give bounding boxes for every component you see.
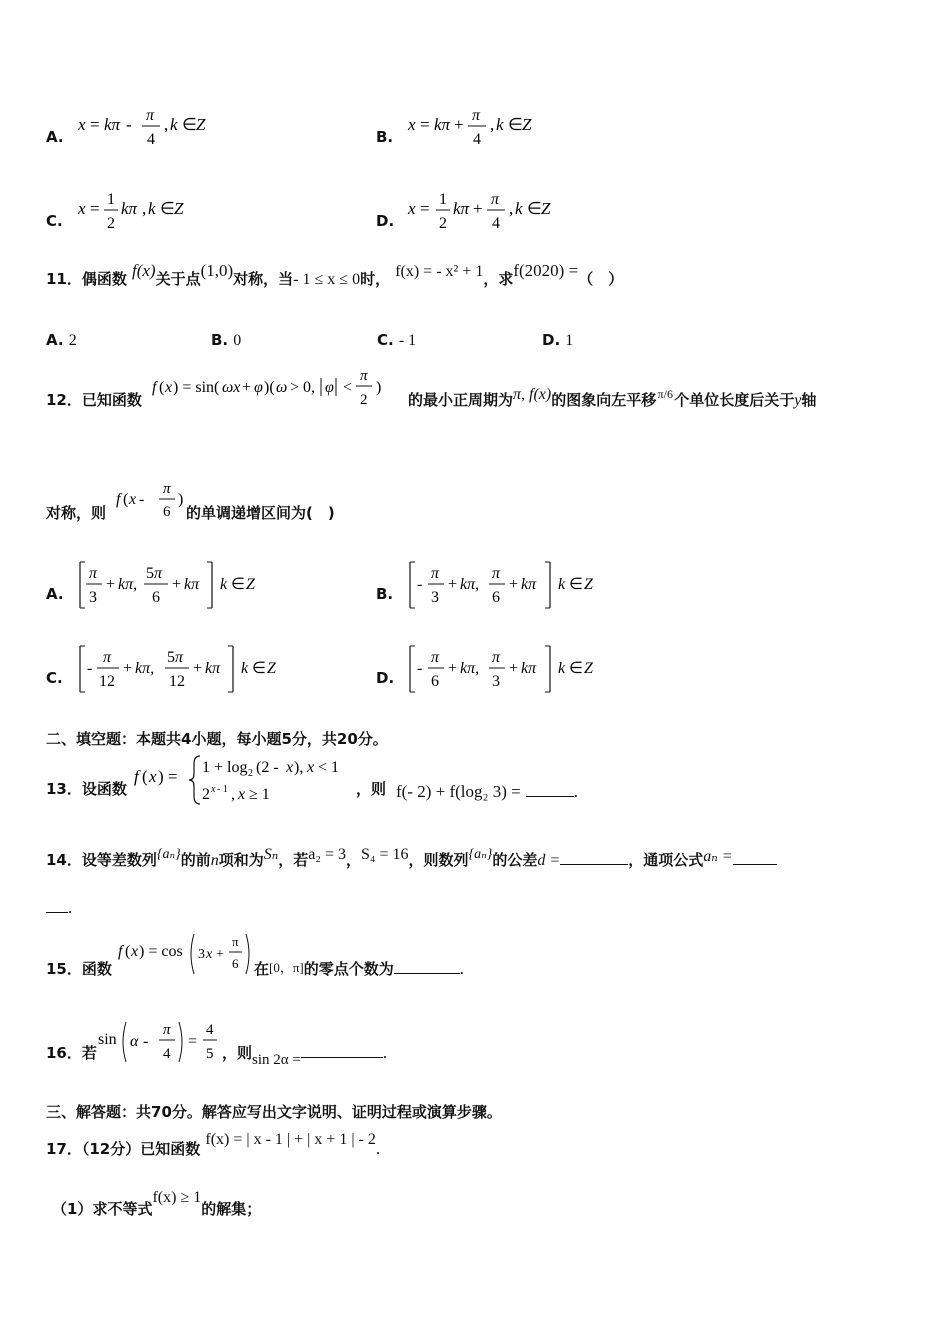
- q11-option-a-value: 2: [68, 332, 77, 349]
- q12-shift: π/6: [657, 387, 673, 401]
- svg-text:): ): [376, 379, 382, 396]
- q17-stem: [46, 1131, 381, 1159]
- svg-text:x: x: [78, 199, 86, 218]
- svg-text:),: ),: [294, 759, 304, 776]
- q14-stem: [46, 846, 777, 870]
- svg-text:+: +: [448, 576, 458, 593]
- q12-number: 12．: [46, 391, 82, 409]
- svg-text:12: 12: [99, 673, 115, 690]
- svg-text:∈: ∈: [527, 199, 542, 218]
- q12-line2-expr: [114, 476, 194, 526]
- q11-option-d-label: D.: [542, 331, 561, 349]
- svg-text:kπ,: kπ,: [460, 660, 480, 677]
- svg-text:6: 6: [431, 673, 439, 690]
- q11-option-d-value: 1: [565, 332, 574, 349]
- q15-interval: [0，π]: [269, 960, 304, 975]
- q15-rest: [254, 958, 464, 979]
- svg-text:Z: Z: [541, 199, 551, 218]
- q15-definition-expr: [116, 930, 256, 980]
- q14-line2: [46, 898, 72, 918]
- q11-option-c-label: C.: [377, 331, 394, 349]
- svg-text:5: 5: [146, 565, 154, 582]
- svg-text:f: f: [116, 491, 121, 508]
- q12-text-4: 个单位长度后关于: [674, 391, 795, 409]
- svg-text:)(: )(: [264, 379, 275, 396]
- q11-definition: f(x) = - x² + 1: [395, 263, 484, 280]
- svg-text:x: x: [408, 199, 416, 218]
- svg-text:4: 4: [473, 131, 481, 148]
- q11-text-1: 偶函数: [81, 270, 127, 288]
- svg-text:f: f: [134, 767, 139, 786]
- q14-d: d =: [537, 852, 561, 869]
- svg-text:π: π: [492, 649, 501, 666]
- svg-text:∈: ∈: [569, 660, 583, 677]
- svg-text:=: =: [90, 199, 100, 218]
- svg-text:Z: Z: [522, 115, 532, 134]
- q11-option-b-value: 0: [233, 332, 242, 349]
- svg-text:+: +: [193, 660, 203, 677]
- q15-end: .: [459, 959, 465, 978]
- q14-number: 14．: [46, 851, 82, 869]
- q12-option-c-expr: [76, 642, 296, 696]
- svg-text:ωx: ωx: [222, 379, 241, 396]
- svg-text:Z: Z: [584, 660, 593, 677]
- svg-text:+: +: [473, 199, 483, 218]
- svg-text:kπ: kπ: [521, 660, 537, 677]
- svg-text:=: =: [90, 115, 100, 134]
- section-3-heading: 三、解答题：共70分。解答应写出文字说明、证明过程或演算步骤。: [46, 1103, 502, 1121]
- q11-option-d: [542, 330, 573, 350]
- q13-end: .: [573, 782, 579, 801]
- svg-text:1 + log: 1 + log: [202, 759, 248, 776]
- q15-number: 15．: [46, 960, 82, 978]
- q11-option-a: [46, 330, 77, 350]
- svg-text:12: 12: [169, 673, 185, 690]
- svg-text:6: 6: [492, 589, 500, 606]
- q17-part1-text: 求不等式: [92, 1200, 153, 1218]
- svg-text:5: 5: [167, 649, 175, 666]
- svg-text:kπ,: kπ,: [118, 576, 138, 593]
- q10-option-d-expr: [406, 184, 576, 236]
- svg-text:,: ,: [490, 115, 495, 134]
- q11-option-c: [377, 330, 416, 350]
- svg-text:+: +: [216, 947, 224, 962]
- svg-text:1: 1: [439, 191, 447, 208]
- svg-text:kπ,: kπ,: [460, 576, 480, 593]
- svg-text:π: π: [472, 107, 481, 124]
- svg-text:,: ,: [164, 115, 169, 134]
- svg-text:) = sin(: ) = sin(: [173, 379, 220, 396]
- svg-text:-: -: [126, 115, 132, 134]
- svg-text:4: 4: [206, 1022, 214, 1038]
- svg-text:x: x: [286, 759, 294, 776]
- q11-point: (1,0): [200, 261, 234, 280]
- svg-text:2: 2: [107, 215, 115, 232]
- q13-piecewise-expr: [132, 752, 362, 808]
- svg-text:π: π: [175, 649, 184, 666]
- q17-part1-label: （1）: [52, 1200, 93, 1218]
- svg-text:+: +: [123, 660, 133, 677]
- svg-text:π: π: [154, 565, 163, 582]
- svg-text:π: π: [146, 107, 155, 124]
- svg-text:3: 3: [431, 589, 439, 606]
- svg-text:f: f: [152, 379, 157, 396]
- q14-text-3: 项和为: [218, 851, 264, 869]
- svg-text:∈: ∈: [160, 199, 175, 218]
- svg-text:<: <: [343, 379, 353, 396]
- q16-end: .: [382, 1043, 388, 1062]
- svg-text:4: 4: [147, 131, 155, 148]
- svg-text:< 1: < 1: [318, 759, 340, 776]
- svg-text:α: α: [130, 1033, 139, 1050]
- q11-text-3: 对称，当: [233, 270, 294, 288]
- svg-text:1: 1: [107, 191, 115, 208]
- q12-option-d-label: D.: [376, 669, 395, 687]
- svg-text:kπ: kπ: [205, 660, 221, 677]
- svg-text:6: 6: [163, 504, 171, 520]
- svg-text:x: x: [307, 759, 315, 776]
- q14-an: aₙ =: [703, 848, 733, 865]
- svg-text:3: 3: [492, 673, 500, 690]
- svg-text:ω: ω: [276, 379, 288, 396]
- svg-text:+: +: [242, 379, 252, 396]
- q16-text-2: ，则: [222, 1044, 253, 1062]
- svg-text:6: 6: [232, 956, 239, 971]
- svg-text:kπ: kπ: [521, 576, 537, 593]
- q13-text-2: ，则: [356, 780, 387, 798]
- q12-definition-expr: [150, 364, 412, 414]
- svg-text:-: -: [417, 660, 423, 677]
- q10-option-b-label: B.: [376, 128, 394, 146]
- svg-text:k: k: [558, 576, 566, 593]
- q14-n: n: [210, 852, 219, 869]
- svg-text:Z: Z: [584, 576, 593, 593]
- q11-text-5: ，求: [483, 270, 514, 288]
- svg-text:(: (: [159, 379, 165, 396]
- q17-end: .: [375, 1139, 381, 1158]
- q12-line2-text-2: 的单调递增区间为( ): [186, 504, 335, 522]
- svg-text:k: k: [148, 199, 156, 218]
- q13-number: 13．: [46, 780, 82, 798]
- svg-text:π: π: [163, 481, 171, 497]
- svg-text:∈: ∈: [182, 115, 197, 134]
- q15-text-3: 的零点个数为: [303, 960, 394, 978]
- q17-score: （12分）: [81, 1140, 141, 1158]
- q14-text-7: ，通项公式: [628, 851, 704, 869]
- q11-option-c-value: - 1: [398, 332, 417, 349]
- svg-text:π: π: [431, 565, 440, 582]
- svg-text:-: -: [143, 1033, 149, 1050]
- svg-text:(: (: [123, 491, 129, 508]
- svg-text:=: =: [420, 199, 430, 218]
- svg-text:4: 4: [492, 215, 500, 232]
- q14-text-4: ，若: [278, 851, 309, 869]
- q17-number: 17．: [46, 1140, 82, 1158]
- svg-text:k: k: [515, 199, 523, 218]
- svg-text:kπ: kπ: [121, 199, 138, 218]
- q12-line2-text-1: 对称，则: [46, 504, 107, 522]
- q14-answer-blank-an-cont[interactable]: [46, 898, 68, 913]
- q12-option-b-expr: [406, 558, 616, 612]
- q16-text-1: 若: [81, 1044, 97, 1062]
- svg-text:φ: φ: [325, 379, 334, 396]
- svg-text:+: +: [509, 576, 519, 593]
- q12-axis: y: [794, 392, 802, 409]
- q16-ask: sin 2α =: [252, 1052, 301, 1068]
- q14-text-2: 的前: [180, 851, 211, 869]
- svg-text:π: π: [163, 1022, 171, 1038]
- q11-number: 11．: [46, 270, 82, 288]
- q10-option-a-expr: [76, 100, 236, 152]
- svg-text:(2 -: (2 -: [256, 759, 279, 776]
- svg-text:≥ 1: ≥ 1: [249, 786, 270, 803]
- svg-text:x: x: [165, 379, 173, 396]
- q11-paren: （ ）: [578, 270, 624, 288]
- svg-text:+: +: [172, 576, 182, 593]
- svg-text:k: k: [241, 660, 249, 677]
- svg-text:π: π: [103, 649, 112, 666]
- svg-text:kπ: kπ: [434, 115, 451, 134]
- svg-text:5: 5: [206, 1046, 214, 1062]
- q16-number: 16．: [46, 1044, 82, 1062]
- q14-answer-blank-d[interactable]: [560, 850, 628, 865]
- q17-part1-end: 的解集；: [201, 1200, 262, 1218]
- svg-text:- 1: - 1: [217, 784, 228, 795]
- q13-answer-blank[interactable]: [526, 782, 574, 797]
- svg-text:,: ,: [509, 199, 514, 218]
- section-2-heading: 二、填空题：本题共4小题，每小题5分，共20分。: [46, 730, 388, 748]
- svg-text:x: x: [211, 784, 216, 795]
- q15-answer-blank[interactable]: [394, 959, 460, 974]
- svg-text:∈: ∈: [569, 576, 583, 593]
- svg-text:π: π: [491, 191, 500, 208]
- svg-text:2: 2: [248, 768, 253, 779]
- svg-text:k: k: [496, 115, 504, 134]
- svg-text:3: 3: [89, 589, 97, 606]
- q13-prefix: [46, 778, 127, 799]
- svg-text:4: 4: [163, 1046, 171, 1062]
- svg-text:) =: ) =: [158, 767, 178, 786]
- svg-text:,: ,: [231, 786, 235, 803]
- svg-text:6: 6: [152, 589, 160, 606]
- svg-text:+: +: [106, 576, 116, 593]
- q14-sep: ，: [346, 851, 362, 869]
- svg-text:2: 2: [202, 786, 210, 803]
- q17-definition: f(x) = | x - 1 | + | x + 1 | - 2: [205, 1131, 376, 1148]
- svg-text:x: x: [129, 491, 137, 508]
- q11-option-a-label: A.: [46, 331, 64, 349]
- q14-text-5: ，则数列: [408, 851, 469, 869]
- svg-text:π: π: [89, 565, 98, 582]
- svg-text:x: x: [131, 943, 139, 960]
- svg-text:+: +: [509, 660, 519, 677]
- q15-prefix: [46, 958, 112, 979]
- q17-part1-expr: f(x) ≥ 1: [152, 1189, 202, 1206]
- q11-option-b-label: B.: [211, 331, 229, 349]
- q12-text-1: 已知函数: [81, 391, 142, 409]
- svg-text:x: x: [149, 767, 157, 786]
- q12-option-b-label: B.: [376, 585, 394, 603]
- svg-text:f: f: [118, 943, 123, 960]
- q12-option-a-expr: [76, 558, 276, 612]
- svg-text:sin: sin: [98, 1031, 117, 1048]
- svg-text:x: x: [78, 115, 86, 134]
- q12-period: π, f(x): [513, 386, 552, 403]
- q10-option-d-label: D.: [376, 212, 395, 230]
- q16-rest: [222, 1042, 388, 1068]
- svg-text:> 0,: > 0,: [290, 379, 316, 396]
- q11-text-2: 关于点: [155, 270, 201, 288]
- svg-text:=: =: [188, 1033, 198, 1050]
- svg-text:+: +: [454, 115, 464, 134]
- svg-text:3: 3: [198, 947, 205, 962]
- q14-Sn: Sₙ: [263, 846, 279, 863]
- q12-option-d-expr: [406, 642, 616, 696]
- svg-text:kπ,: kπ,: [135, 660, 155, 677]
- q15-text-2: 在: [254, 960, 270, 978]
- svg-text:x: x: [408, 115, 416, 134]
- svg-text:∈: ∈: [231, 576, 245, 593]
- svg-text:π: π: [492, 565, 501, 582]
- svg-text:kπ: kπ: [184, 576, 200, 593]
- q13-ask: f(- 2) + f(log₂ 3) =: [396, 782, 521, 801]
- q12-text-3: 的图象向左平移: [551, 391, 657, 409]
- svg-text:(: (: [125, 943, 131, 960]
- q10-option-c-expr: [76, 184, 216, 236]
- svg-text:∈: ∈: [508, 115, 523, 134]
- svg-text:π: π: [232, 934, 239, 949]
- q16-answer-blank[interactable]: [301, 1043, 383, 1058]
- q16-condition-expr: [96, 1014, 226, 1066]
- q13-ask-wrap: [396, 782, 578, 802]
- q16-prefix: [46, 1042, 97, 1063]
- svg-text:π: π: [360, 368, 368, 384]
- q12-prefix: [46, 389, 142, 410]
- q12-text-5: 轴: [801, 391, 817, 409]
- q17-part1: [52, 1189, 262, 1219]
- svg-text:) = cos: ) = cos: [139, 943, 183, 960]
- svg-text:Z: Z: [174, 199, 184, 218]
- svg-text:kπ: kπ: [453, 199, 470, 218]
- svg-text:): ): [178, 491, 184, 508]
- q13-text-1: 设函数: [81, 780, 127, 798]
- q14-seq: {aₙ}: [156, 847, 181, 862]
- q10-option-b-expr: [406, 100, 566, 152]
- q12-option-c-label: C.: [46, 669, 63, 687]
- svg-text:∈: ∈: [252, 660, 266, 677]
- svg-text:Z: Z: [246, 576, 255, 593]
- svg-text:=: =: [420, 115, 430, 134]
- q11-text-4: 时，: [360, 270, 391, 288]
- q17-text-1: 已知函数: [140, 1140, 201, 1158]
- svg-text:k: k: [220, 576, 228, 593]
- q11-condition: - 1 ≤ x ≤ 0: [293, 271, 361, 288]
- q14-seq-2: {aₙ}: [468, 847, 493, 862]
- q12-text-2: 的最小正周期为: [408, 391, 514, 409]
- svg-text:+: +: [448, 660, 458, 677]
- svg-text:x: x: [206, 947, 213, 962]
- q11-option-b: [211, 330, 241, 350]
- svg-text:π: π: [431, 649, 440, 666]
- q14-end: .: [68, 898, 73, 917]
- svg-text:2: 2: [360, 392, 368, 408]
- svg-text:x: x: [238, 786, 246, 803]
- q14-S4: S₄ = 16: [361, 846, 409, 863]
- svg-text:k: k: [558, 660, 566, 677]
- svg-text:Z: Z: [196, 115, 206, 134]
- q14-answer-blank-an[interactable]: [733, 850, 777, 865]
- svg-text:kπ: kπ: [104, 115, 121, 134]
- q14-text-1: 设等差数列: [81, 851, 157, 869]
- svg-text:,: ,: [142, 199, 147, 218]
- q12-option-a-label: A.: [46, 585, 64, 603]
- svg-text:2: 2: [439, 215, 447, 232]
- svg-text:φ: φ: [254, 379, 263, 396]
- q12-stem-rest: [408, 386, 817, 410]
- svg-text:k: k: [170, 115, 178, 134]
- q11-fx: f(x): [131, 261, 156, 280]
- svg-text:-: -: [139, 491, 145, 508]
- q11-ask: f(2020) =: [513, 261, 579, 280]
- svg-text:-: -: [417, 576, 423, 593]
- q14-a2: a₂ = 3: [308, 846, 346, 863]
- svg-text:-: -: [87, 660, 93, 677]
- q11-stem: [46, 261, 624, 308]
- svg-text:(: (: [142, 767, 148, 786]
- q10-option-c-label: C.: [46, 212, 63, 230]
- q10-option-a-label: A.: [46, 128, 64, 146]
- q14-text-6: 的公差: [492, 851, 538, 869]
- svg-text:Z: Z: [267, 660, 276, 677]
- q15-text-1: 函数: [81, 960, 112, 978]
